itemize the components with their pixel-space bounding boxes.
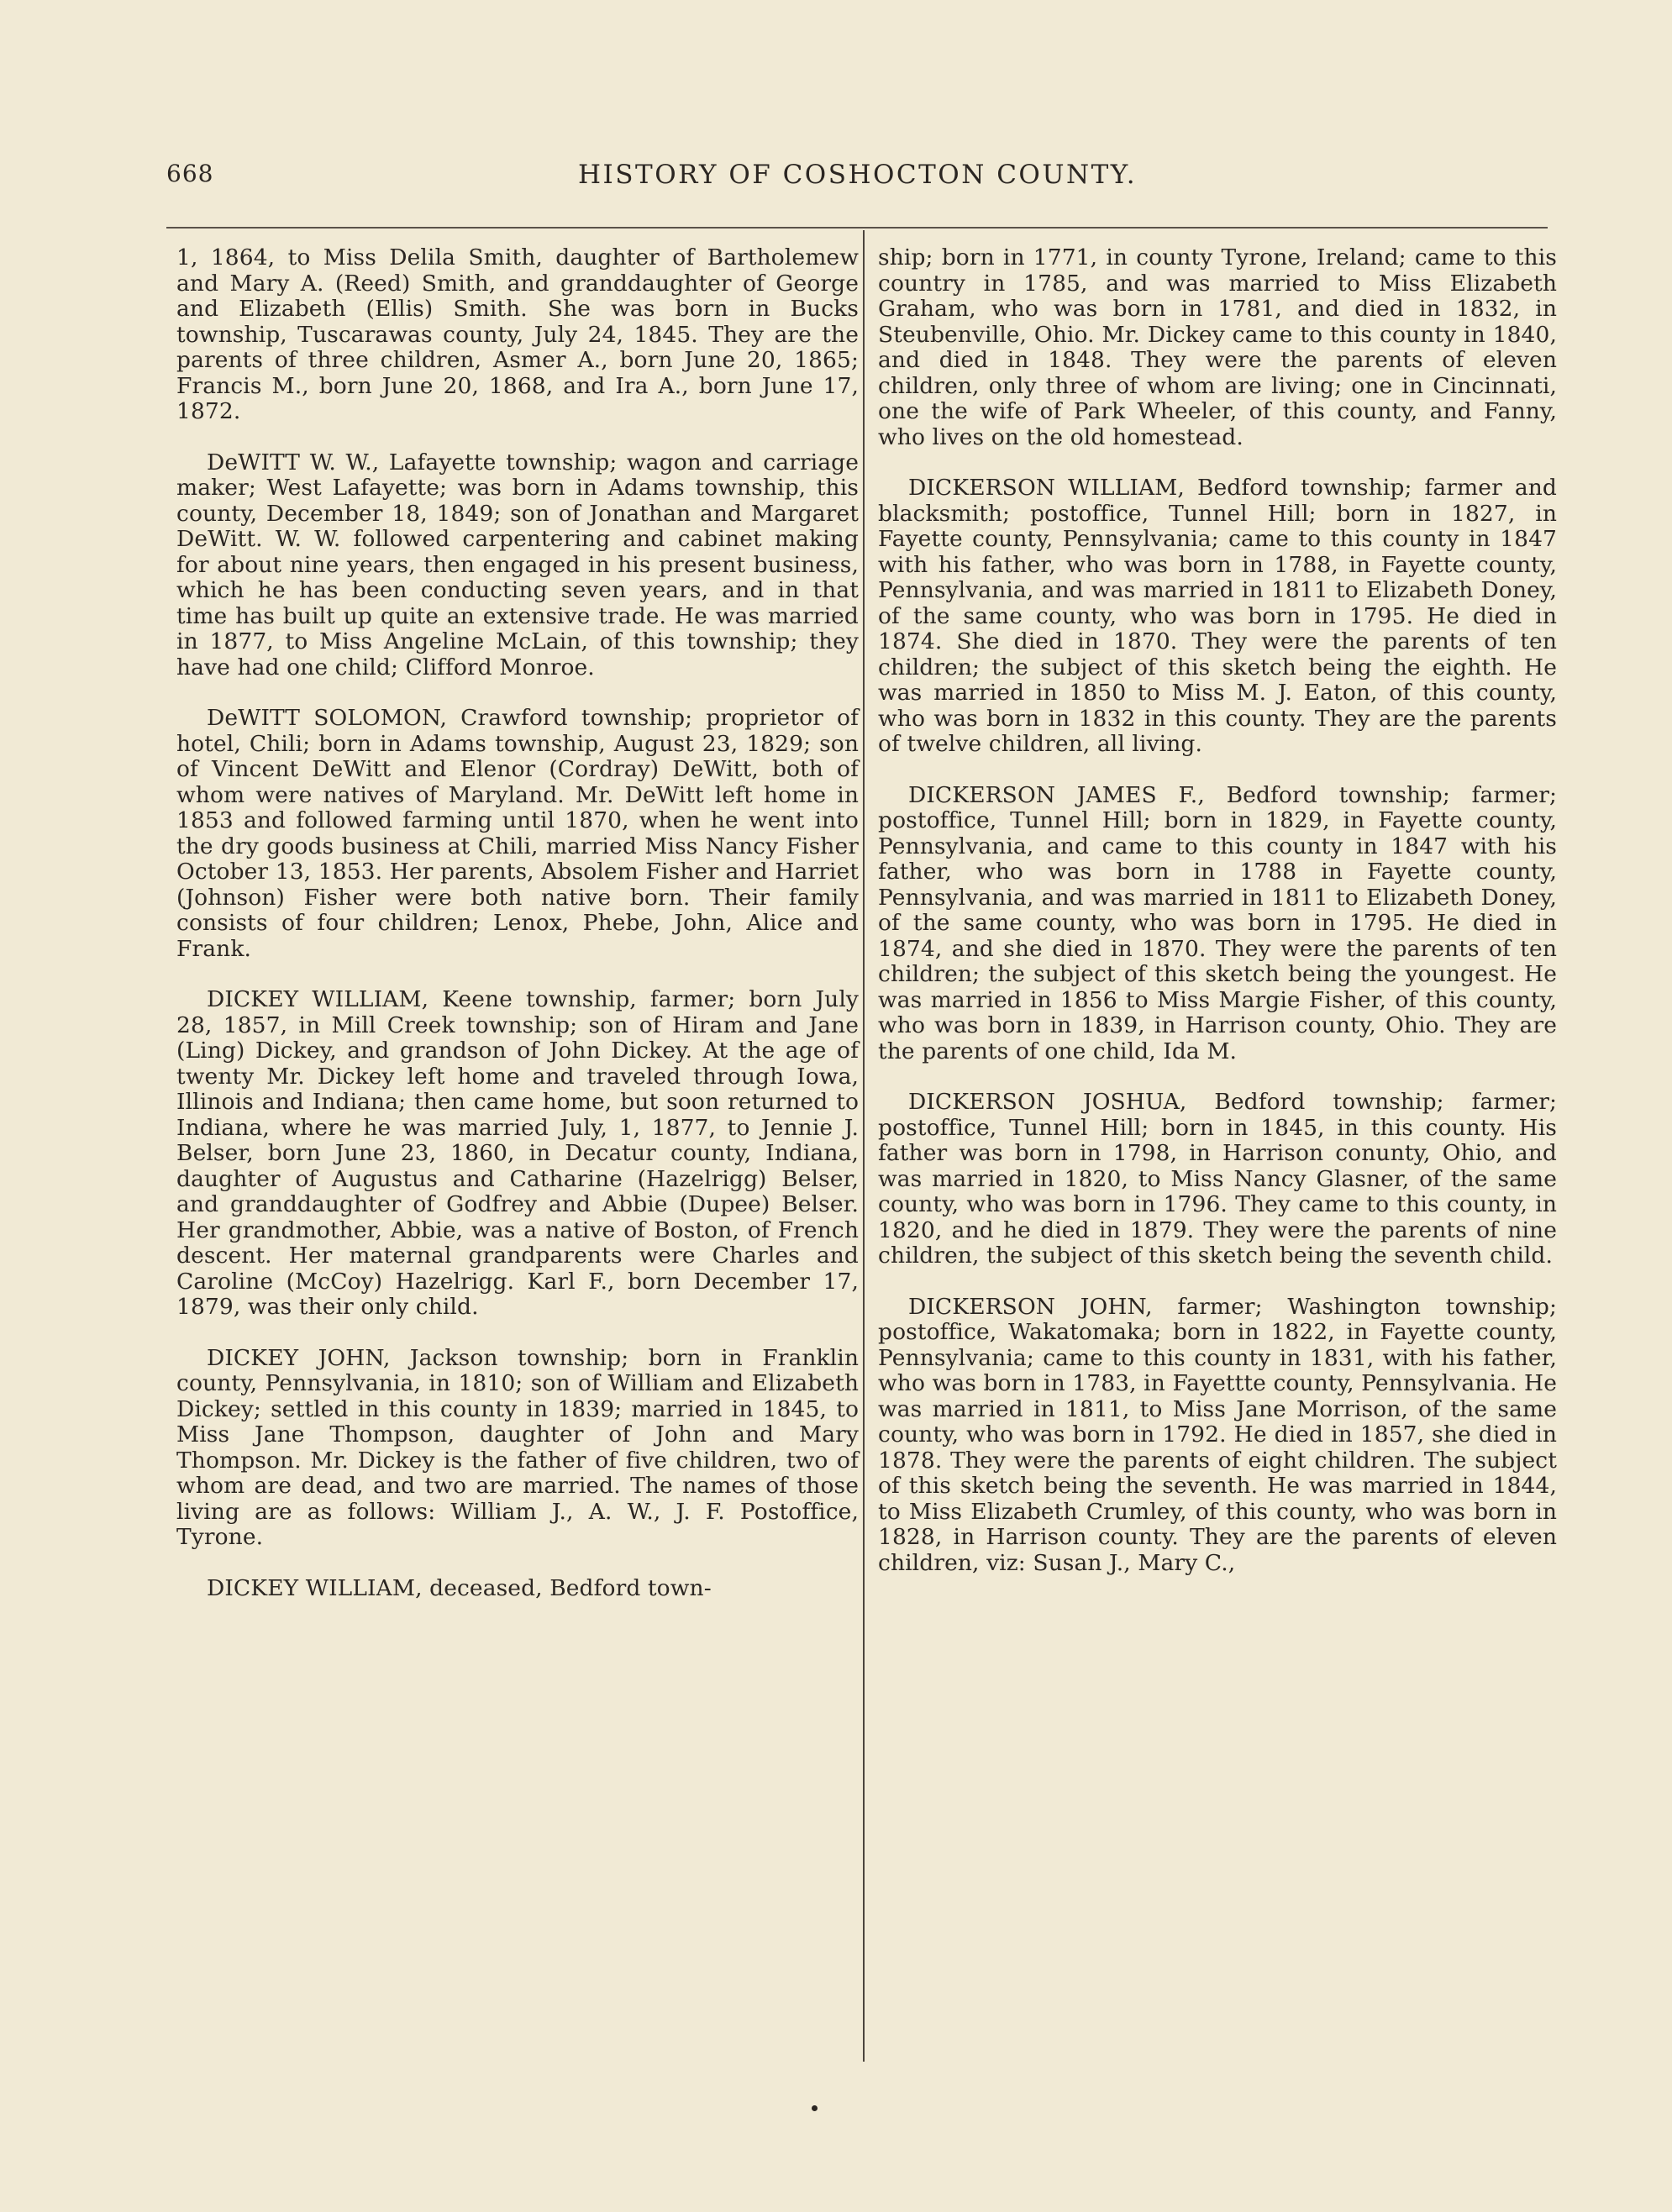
page-mark xyxy=(812,2105,818,2111)
column-divider xyxy=(863,230,865,2062)
entry-dickerson-john: DICKERSON JOHN, farmer; Washington township; postoffice, Wakatomaka; born in 1822, in Fayette county, Pennsylvania; came to this county in 1831, with his father, who was born in 1783, in Fayettte county, Pennsylvania. He was married in 1811, to Miss Jane Morrison, of the same county, who was born in 1792. He died in 1857, she died in 1878. They were the parents of eight children. The subject of this sketch being the seventh. He was married in 1844, to Miss Elizabeth Crumley, of this county, who was born in 1828, in Harrison county. They are the parents of eleven children, viz: Susan J., Mary C., xyxy=(878,1293,1557,1576)
running-title: HISTORY OF COSHOCTON COUNTY. xyxy=(578,160,1138,190)
entry-dickerson-joshua: DICKERSON JOSHUA, Bedford township; farmer; postoffice, Tunnel Hill; born in 1845, in this county. His father was born in 1798, in Harrison conunty, Ohio, and was married in 1820, to Miss Nancy Glasner, of the same county, who was born in 1796. They came to this county, in 1820, and he died in 1879. They were the parents of nine children, the subject of this sketch being the seventh child. xyxy=(878,1089,1557,1269)
entry-dickey-john: DICKEY JOHN, Jackson township; born in Franklin county, Pennsylvania, in 1810; son of William and Elizabeth Dickey; settled in this county in 1839; married in 1845, to Miss Jane Thompson, daughter of John and Mary Thompson. Mr. Dickey is the father of five children, two of whom are dead, and two are married. The names of those living are as follows: William J., A. W., J. F. Postoffice, Tyrone. xyxy=(176,1344,859,1550)
page-header xyxy=(166,160,1548,202)
entry-dewitt-w-w: DeWITT W. W., Lafayette township; wagon and carriage maker; West Lafayette; was born in Adams township, this county, December 18, 1849; son of Jonathan and Margaret DeWitt. W. W. followed carpentering and cabinet making for about nine years, then engaged in his present business, which he has been conducting seven years, and in that time has built up quite an extensive trade. He was married in 1877, to Miss Angeline McLain, of this township; they have had one child; Clifford Monroe. xyxy=(176,449,859,680)
entry-dickey-william-keene: DICKEY WILLIAM, Keene township, farmer; born July 28, 1857, in Mill Creek township; son of Hiram and Jane (Ling) Dickey, and grandson of John Dickey. At the age of twenty Mr. Dickey left home and traveled through Iowa, Illinois and Indiana; then came home, but soon returned to Indiana, where he was married July, 1, 1877, to Jennie J. Belser, born June 23, 1860, in Decatur county, Indiana, daughter of Augustus and Catharine (Hazelrigg) Belser, and granddaughter of Godfrey and Abbie (Dupee) Belser. Her grandmother, Abbie, was a native of Boston, of French descent. Her maternal grandparents were Charles and Caroline (McCoy) Hazelrigg. Karl F., born December 17, 1879, was their only child. xyxy=(176,986,859,1320)
left-column xyxy=(176,245,859,1626)
entry-dickerson-james: DICKERSON JAMES F., Bedford township; farmer; postoffice, Tunnel Hill; born in 1829, in Fayette county, Pennsylvania, and came to this county in 1847 with his father, who was born in 1788 in Fayette county, Pennsylvania, and was married in 1811 to Elizabeth Doney, of the same county, who was born in 1795. He died in 1874, and she died in 1870. They were the parents of ten children; the subject of this sketch being the youngest. He was married in 1856 to Miss Margie Fisher, of this county, who was born in 1839, in Harrison county, Ohio. They are the parents of one child, Ida M. xyxy=(878,781,1557,1064)
entry-dickerson-william: DICKERSON WILLIAM, Bedford township; farmer and blacksmith; postoffice, Tunnel Hill; born in 1827, in Fayette county, Pennsylvania; came to this county in 1847 with his father, who was born in 1788, in Fayette county, Pennsylvania, and was married in 1811 to Elizabeth Doney, of the same county, who was born in 1795. He died in 1874. She died in 1870. They were the parents of ten children; the subject of this sketch being the eighth. He was married in 1850 to Miss M. J. Eaton, of this county, who was born in 1832 in this county. They are the parents of twelve children, all living. xyxy=(878,475,1557,757)
page-number: 668 xyxy=(166,160,214,187)
entry-dickey-william-deceased: DICKEY WILLIAM, deceased, Bedford town- xyxy=(207,1574,712,1601)
entry-continuation: 1, 1864, to Miss Delila Smith, daughter of Bartholemew and Mary A. (Reed) Smith, and granddaughter of George and Elizabeth (Ellis) Smith. She was born in Bucks township, Tuscarawas county, July 24, 1845. They are the parents of three children, Asmer A., born June 20, 1865; Francis M., born June 20, 1868, and Ira A., born June 17, 1872. xyxy=(176,244,859,424)
header-rule xyxy=(166,227,1548,229)
entry-dewitt-solomon: DeWITT SOLOMON, Crawford township; proprietor of hotel, Chili; born in Adams township, August 23, 1829; son of Vincent DeWitt and Elenor (Cordray) DeWitt, both of whom were natives of Maryland. Mr. DeWitt left home in 1853 and followed farming until 1870, when he went into the dry goods business at Chili, married Miss Nancy Fisher October 13, 1853. Her parents, Absolem Fisher and Harriet (Johnson) Fisher were both native born. Their family consists of four children; Lenox, Phebe, John, Alice and Frank. xyxy=(176,705,859,962)
entry-continuation-right: ship; born in 1771, in county Tyrone, Ireland; came to this country in 1785, and was married to Miss Elizabeth Graham, who was born in 1781, and died in 1832, in Steubenville, Ohio. Mr. Dickey came to this county in 1840, and died in 1848. They were the parents of eleven children, only three of whom are living; one in Cincinnati, one the wife of Park Wheeler, of this county, and Fanny, who lives on the old homestead. xyxy=(878,244,1557,450)
right-column xyxy=(878,245,1557,1601)
